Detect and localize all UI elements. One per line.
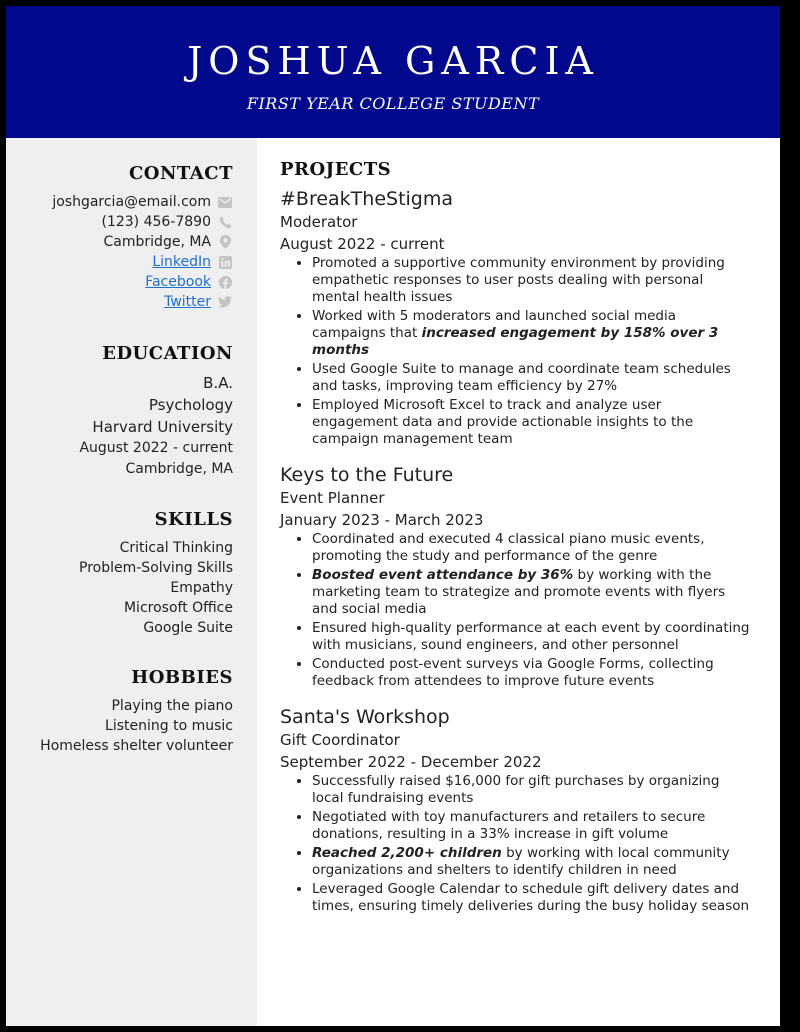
project-role: Event Planner	[280, 489, 385, 507]
skills-heading: SKILLS	[154, 509, 233, 530]
bullet-text: Negotiated with toy manufacturers and retailers to secure donations, resulting in a 33% increase in gift volume	[312, 809, 706, 842]
education-field: Psychology	[148, 396, 233, 414]
bullet-text: Promoted a supportive community environment by providing empathetic responses to user posts dealing with personal mental health issues	[312, 255, 725, 305]
bullet-item	[312, 308, 750, 359]
contact-facebook	[52, 272, 233, 292]
bullet-text: Successfully raised $16,000 for gift purchases by organizing local fundraising events	[312, 773, 720, 806]
skill-item: Google Suite	[143, 620, 233, 636]
project-role: Gift Coordinator	[280, 731, 400, 749]
candidate-name: JOSHUA GARCIA	[187, 39, 599, 83]
project-bullets	[280, 531, 750, 690]
contact-email	[52, 192, 233, 212]
skill-item: Critical Thinking	[119, 540, 233, 556]
skill-item: Microsoft Office	[123, 600, 233, 616]
contact-section	[52, 162, 233, 312]
resume-page	[6, 6, 780, 1026]
hobby-item: Playing the piano	[111, 698, 233, 714]
map-pin-icon	[217, 234, 233, 250]
bullet-item	[312, 809, 750, 843]
bullet-item	[312, 773, 750, 807]
projects-heading: PROJECTS	[280, 159, 392, 180]
education-school: Harvard University	[92, 418, 233, 436]
bullet-text: Used Google Suite to manage and coordinate team schedules and tasks, improving team efficiency by 27%	[312, 361, 731, 394]
education-section	[79, 342, 233, 480]
project-name: #BreakTheStigma	[280, 188, 454, 210]
phone-text: (123) 456-7890	[101, 214, 211, 230]
bullet-item	[312, 845, 750, 879]
hobby-item: Homeless shelter volunteer	[40, 738, 233, 754]
phone-icon	[217, 214, 233, 230]
contact-linkedin	[52, 252, 233, 272]
bullet-highlight: increased engagement by 158% over 3 months	[312, 325, 719, 358]
envelope-icon	[217, 194, 233, 210]
education-location: Cambridge, MA	[125, 461, 233, 477]
bullet-item	[312, 361, 750, 395]
contact-heading: CONTACT	[128, 163, 233, 184]
bullet-text: Conducted post-event surveys via Google Forms, collecting feedback from attendees to improve future events	[312, 656, 714, 689]
project-name: Santa's Workshop	[280, 706, 450, 728]
skill-item: Problem-Solving Skills	[79, 560, 233, 576]
bullet-text: Leveraged Google Calendar to schedule gift delivery dates and times, ensuring timely deliveries during the busy holiday season	[312, 881, 750, 914]
education-heading: EDUCATION	[102, 343, 233, 364]
project-entry	[280, 704, 750, 915]
linkedin-link[interactable]: LinkedIn	[152, 254, 211, 270]
bullet-highlight: Reached 2,200+ children	[312, 845, 502, 861]
hobbies-section	[40, 666, 233, 756]
bullet-text: by working with the marketing team to strategize and promote events with flyers and social media	[312, 567, 726, 617]
contact-phone	[52, 212, 233, 232]
bullet-highlight: Boosted event attendance by 36%	[312, 567, 574, 583]
bullet-item	[312, 255, 750, 306]
education-degree: B.A.	[203, 374, 233, 392]
bullet-item	[312, 397, 750, 448]
bullet-text: by working with local community organizations and shelters to identify children in need	[312, 845, 730, 878]
bullet-text: Employed Microsoft Excel to track and analyze user engagement data and provide actionable insights to the campaign management team	[312, 397, 694, 447]
project-dates: September 2022 - December 2022	[280, 753, 542, 771]
facebook-link[interactable]: Facebook	[145, 274, 211, 290]
project-entry	[280, 186, 750, 448]
bullet-text: Coordinated and executed 4 classical piano music events, promoting the study and performance of the genre	[312, 531, 705, 564]
skills-section	[79, 508, 233, 638]
facebook-icon	[217, 274, 233, 290]
contact-location	[52, 232, 233, 252]
hobby-item: Listening to music	[105, 718, 233, 734]
candidate-title: FIRST YEAR COLLEGE STUDENT	[246, 94, 540, 113]
bullet-item	[312, 656, 750, 690]
project-dates: January 2023 - March 2023	[280, 511, 484, 529]
sidebar	[6, 138, 257, 1026]
bullet-item	[312, 620, 750, 654]
bullet-item	[312, 567, 750, 618]
contact-twitter	[52, 292, 233, 312]
project-dates: August 2022 - current	[280, 235, 445, 253]
twitter-link[interactable]: Twitter	[164, 294, 211, 310]
skill-item: Empathy	[170, 580, 233, 596]
location-text: Cambridge, MA	[103, 234, 211, 250]
project-bullets	[280, 773, 750, 915]
education-dates: August 2022 - current	[79, 440, 233, 456]
main-content	[280, 158, 750, 929]
bullet-text: Worked with 5 moderators and launched social media campaigns that	[312, 308, 677, 341]
email-text: joshgarcia@email.com	[52, 194, 211, 210]
projects-list	[280, 186, 750, 915]
project-bullets	[280, 255, 750, 448]
bullet-item	[312, 531, 750, 565]
hobbies-heading: HOBBIES	[131, 667, 233, 688]
twitter-bird-icon	[217, 294, 233, 310]
bullet-text: Ensured high-quality performance at each event by coordinating with musicians, sound engineers, and other personnel	[312, 620, 750, 653]
resume-header	[6, 6, 780, 138]
project-role: Moderator	[280, 213, 358, 231]
bullet-item	[312, 881, 750, 915]
project-name: Keys to the Future	[280, 464, 454, 486]
linkedin-icon	[217, 254, 233, 270]
project-entry	[280, 462, 750, 690]
